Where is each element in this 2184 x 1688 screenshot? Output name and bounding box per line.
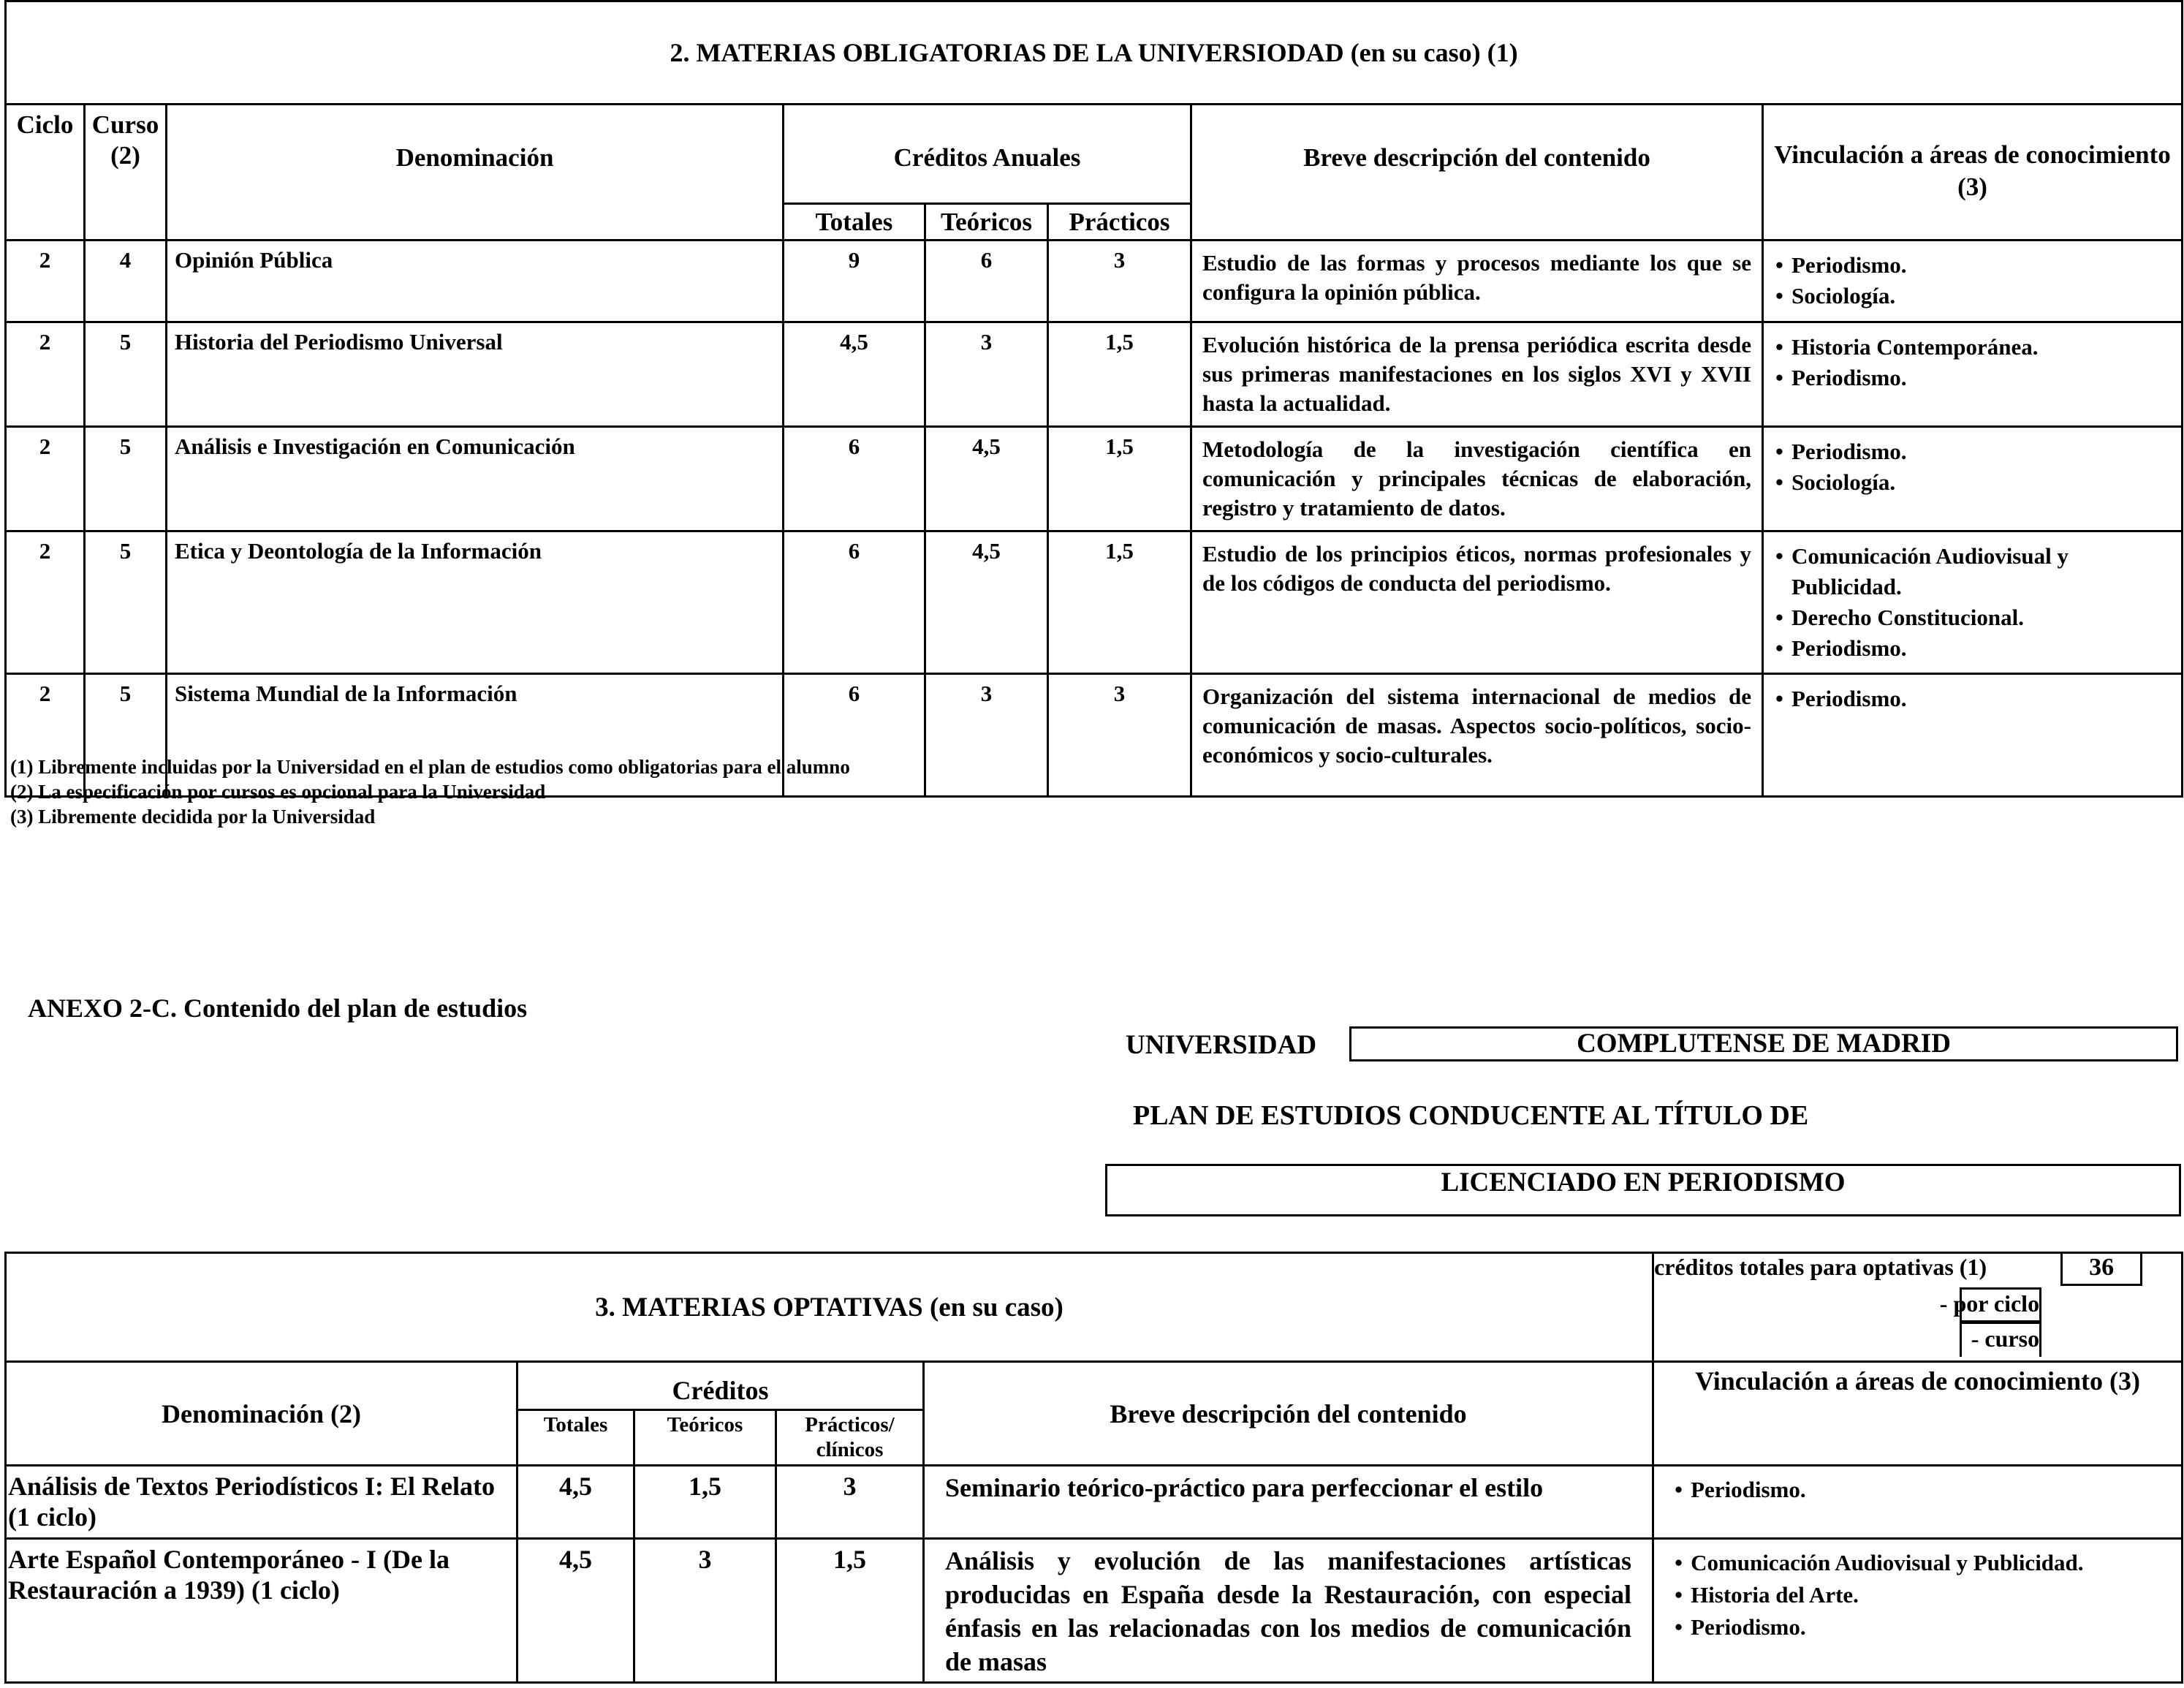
table-row: [6, 427, 2183, 531]
header-denominacion: Denominación (2): [6, 1362, 517, 1466]
areas-cell: [1763, 531, 2183, 674]
totales-cell: 4,5: [517, 1539, 634, 1683]
ciclo-cell: 2: [6, 531, 85, 674]
creditos-totales-value: 36: [2060, 1254, 2142, 1286]
curso-cell: 5: [85, 531, 167, 674]
header-practicos: Prácticos: [1048, 204, 1191, 241]
header-vinculacion: Vinculación a áreas de conocimiento (3): [1653, 1362, 2183, 1466]
practicos-cell: 1,5: [776, 1539, 924, 1683]
curso-cell: 5: [85, 427, 167, 531]
practicos-cell: 1,5: [1048, 531, 1191, 674]
ciclo-cell: 2: [6, 241, 85, 322]
titulo-value-box: LICENCIADO EN PERIODISMO: [1105, 1164, 2181, 1216]
universidad-label: UNIVERSIDAD: [1126, 1030, 1317, 1060]
area-item: • Sociología.: [1775, 467, 2169, 498]
teoricos-cell: 1,5: [634, 1466, 776, 1539]
teoricos-cell: 4,5: [925, 427, 1048, 531]
area-item: • Periodismo.: [1775, 633, 2169, 664]
header-teoricos: Teóricos: [634, 1410, 776, 1466]
area-item: • Periodismo.: [1775, 684, 2169, 714]
anexo-title: ANEXO 2-C. Contenido del plan de estudios: [28, 994, 528, 1023]
area-item: • Periodismo.: [1775, 250, 2169, 281]
header-vinculacion: Vinculación a áreas de conocimiento (3): [1763, 105, 2183, 241]
area-item: • Historia del Arte.: [1675, 1579, 2161, 1611]
header-totales: Totales: [784, 204, 925, 241]
area-item: • Periodismo.: [1675, 1611, 2161, 1643]
totales-cell: 4,5: [784, 322, 925, 427]
table-row: [6, 1539, 2183, 1683]
curso-cell: 5: [85, 322, 167, 427]
practicos-cell: 3: [776, 1466, 924, 1539]
denominacion-cell: Arte Español Contemporáneo - I (De la Restauración a 1939) (1 ciclo): [6, 1539, 517, 1683]
optativas-title: 3. MATERIAS OPTATIVAS (en su caso): [6, 1253, 1653, 1362]
header-totales: Totales: [517, 1410, 634, 1466]
descripcion-cell: Seminario teórico-práctico para perfeccionar el estilo: [924, 1466, 1653, 1539]
descripcion-cell: Análisis y evolución de las manifestaciones artísticas producidas en España desde la Restauración, con especial énfasis en las relacionadas con los medios de comunicación de masas: [924, 1539, 1653, 1683]
practicos-cell: 3: [1048, 241, 1191, 322]
ciclo-cell: 2: [6, 427, 85, 531]
descripcion-cell: Evolución histórica de la prensa periódica escrita desde sus primeras manifestaciones en los siglos XVI y XVII hasta la actualidad.: [1191, 322, 1763, 427]
obligatorias-table: [4, 0, 2183, 798]
area-item: • Comunicación Audiovisual y Publicidad.: [1775, 541, 2169, 602]
totales-cell: 6: [784, 674, 925, 797]
area-item: • Comunicación Audiovisual y Publicidad.: [1675, 1547, 2161, 1579]
optativas-table: [4, 1252, 2183, 1684]
denominacion-cell: Análisis de Textos Periodísticos I: El Relato (1 ciclo): [6, 1466, 517, 1539]
table-row: [6, 322, 2183, 427]
ciclo-cell: 2: [6, 674, 85, 797]
denominacion-cell: Análisis e Investigación en Comunicación: [167, 427, 784, 531]
creditos-totales-label: créditos totales para optativas (1): [1654, 1254, 1987, 1280]
areas-cell: [1763, 427, 2183, 531]
header-teoricos: Teóricos: [925, 204, 1048, 241]
table-row: [6, 531, 2183, 674]
header-curso: [85, 105, 167, 241]
header-creditos-anuales: Créditos Anuales: [784, 105, 1191, 204]
area-item: • Derecho Constitucional.: [1775, 602, 2169, 633]
denominacion-cell: Opinión Pública: [167, 241, 784, 322]
teoricos-cell: 3: [634, 1539, 776, 1683]
curso-label: - curso: [1971, 1325, 2040, 1352]
teoricos-cell: 6: [925, 241, 1048, 322]
curso-cell: 5: [85, 674, 167, 797]
curso-box: [1960, 1322, 2041, 1357]
totales-cell: 4,5: [517, 1466, 634, 1539]
header-curso-label: Curso: [91, 110, 159, 139]
footnote: (3) Libremente decidida por la Universidad: [10, 806, 376, 828]
table-row: [6, 241, 2183, 322]
denominacion-cell: Etica y Deontología de la Información: [167, 531, 784, 674]
header-curso-note: (2): [110, 141, 140, 170]
totales-cell: 9: [784, 241, 925, 322]
practicos-cell: 1,5: [1048, 322, 1191, 427]
header-descripcion: Breve descripción del contenido: [924, 1362, 1653, 1466]
por-ciclo-box: [1960, 1287, 2041, 1322]
footnotes: [10, 754, 850, 829]
header-practicos: Prácticos/ clínicos: [776, 1410, 924, 1466]
areas-cell: [1653, 1466, 2183, 1539]
universidad-value-box: COMPLUTENSE DE MADRID: [1349, 1026, 2178, 1061]
area-item: • Historia Contemporánea.: [1775, 332, 2169, 363]
plan-label: PLAN DE ESTUDIOS CONDUCENTE AL TÍTULO DE: [1133, 1100, 1809, 1131]
header-ciclo: Ciclo: [6, 105, 85, 241]
practicos-cell: 1,5: [1048, 427, 1191, 531]
practicos-cell: 3: [1048, 674, 1191, 797]
table-row: [6, 1466, 2183, 1539]
curso-cell: 4: [85, 241, 167, 322]
footnote: (1) Libremente incluidas por la Universidad en el plan de estudios como obligatorias para el alumno: [10, 756, 850, 778]
teoricos-cell: 4,5: [925, 531, 1048, 674]
denominacion-cell: Sistema Mundial de la Información: [167, 674, 784, 797]
area-item: • Periodismo.: [1775, 436, 2169, 467]
descripcion-cell: Estudio de las formas y procesos mediante los que se configura la opinión pública.: [1191, 241, 1763, 322]
area-item: • Sociología.: [1775, 281, 2169, 311]
header-descripcion: Breve descripción del contenido: [1191, 105, 1763, 241]
teoricos-cell: 3: [925, 322, 1048, 427]
descripcion-cell: Estudio de los principios éticos, normas profesionales y de los códigos de conducta del periodismo.: [1191, 531, 1763, 674]
descripcion-cell: Metodología de la investigación científica en comunicación y principales técnicas de elaboración, registro y tratamiento de datos.: [1191, 427, 1763, 531]
areas-cell: [1763, 322, 2183, 427]
descripcion-cell: Organización del sistema internacional de medios de comunicación de masas. Aspectos socio-políticos, socio-económicos y socio-culturales.: [1191, 674, 1763, 797]
totales-cell: 6: [784, 531, 925, 674]
teoricos-cell: 3: [925, 674, 1048, 797]
areas-cell: [1653, 1539, 2183, 1683]
por-ciclo-label: - por ciclo: [1939, 1290, 2040, 1317]
area-item: • Periodismo.: [1775, 363, 2169, 393]
areas-cell: [1763, 674, 2183, 797]
ciclo-cell: 2: [6, 322, 85, 427]
header-denominacion: Denominación: [167, 105, 784, 241]
footnote: (2) La especificación por cursos es opcional para la Universidad: [10, 781, 546, 803]
totales-cell: 6: [784, 427, 925, 531]
header-creditos: Créditos: [517, 1362, 924, 1410]
obligatorias-title: 2. MATERIAS OBLIGATORIAS DE LA UNIVERSIODAD (en su caso) (1): [6, 1, 2183, 105]
creditos-totales-cell: [1653, 1253, 2183, 1362]
denominacion-cell: Historia del Periodismo Universal: [167, 322, 784, 427]
areas-cell: [1763, 241, 2183, 322]
area-item: • Periodismo.: [1675, 1474, 2161, 1506]
